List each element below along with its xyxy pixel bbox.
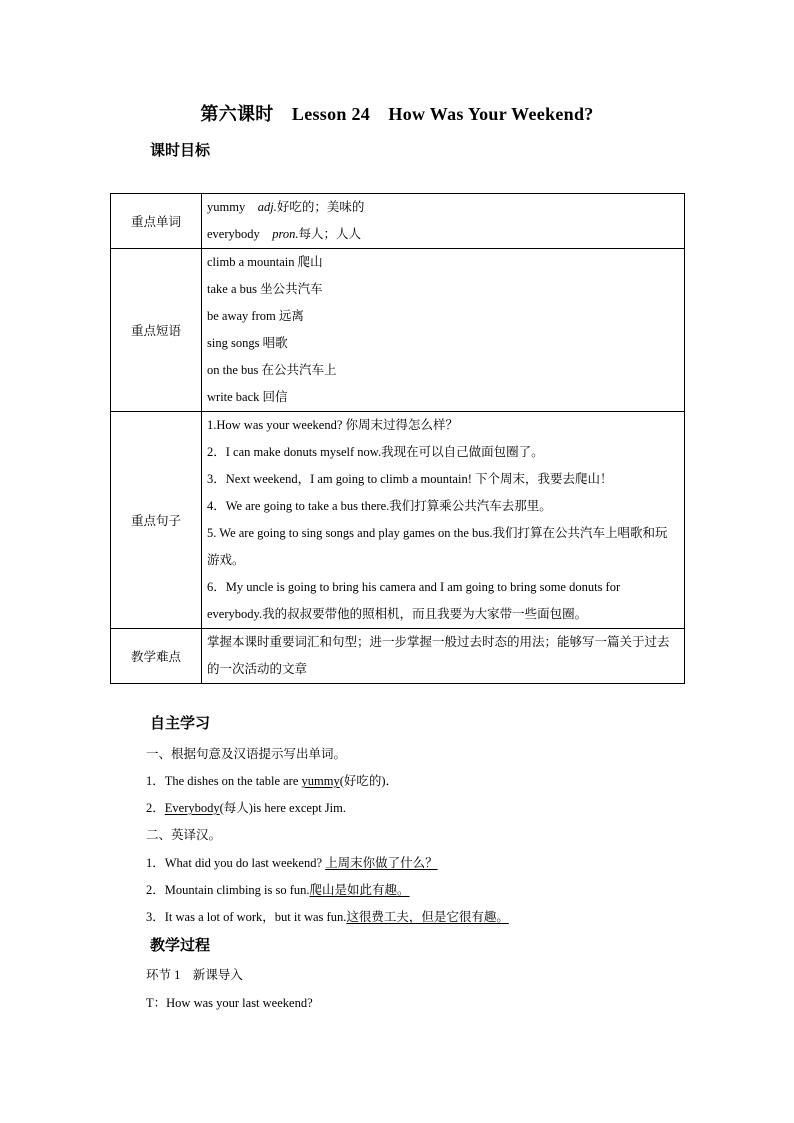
phrase-line: take a bus 坐公共汽车 <box>207 282 323 296</box>
words-cell <box>202 194 685 249</box>
objectives-heading: 课时目标 <box>150 143 211 159</box>
translation-2 <box>146 880 410 898</box>
phrases-cell <box>202 249 685 412</box>
phrases-label: 重点短语 <box>111 249 202 412</box>
step-1-title: 环节 1 新课导入 <box>146 968 243 982</box>
question-text: 2． <box>146 801 165 815</box>
answer-blank: 爬山是如此有趣。 <box>309 883 410 897</box>
word-en: yummy <box>207 200 246 214</box>
part1-title: 一、根据句意及汉语提示写出单词。 <box>146 747 347 761</box>
translation-1 <box>146 853 438 871</box>
sentence-line: 1.How was your weekend? 你周末过得怎么样？ <box>207 418 459 432</box>
table-row-phrases <box>111 249 685 412</box>
table-row-difficulty <box>111 629 685 684</box>
difficulty-cell <box>202 629 685 684</box>
answer-blank: 上周末你做了什么？ <box>325 856 438 870</box>
question-text: (每人)is here except Jim. <box>219 801 346 815</box>
word-en: everybody <box>207 227 260 241</box>
self-study-heading: 自主学习 <box>150 716 211 732</box>
phrase-line: be away from 远离 <box>207 309 304 323</box>
question-1 <box>146 771 398 789</box>
table-row-sentences <box>111 412 685 629</box>
sentence-line: 6．My uncle is going to bring his camera and I am going to bring some donuts for everybody.我的叔叔要带他的照相机，而且我要为大家带一些面包圈。 <box>207 580 621 621</box>
question-2 <box>146 798 346 816</box>
answer-blank: yummy <box>301 774 340 788</box>
words-label: 重点单词 <box>111 194 202 249</box>
objectives-table <box>110 193 685 684</box>
question-text: 1．What did you do last weekend? <box>146 856 326 870</box>
word-pos: adj. <box>257 200 277 214</box>
phrase-line: on the bus 在公共汽车上 <box>207 363 337 377</box>
table-row-words <box>111 194 685 249</box>
question-text: 3．It was a lot of work，but it was fun. <box>146 910 347 924</box>
question-text: 2．Mountain climbing is so fun. <box>146 883 310 897</box>
word-line <box>207 221 684 248</box>
phrase-line: write back 回信 <box>207 390 288 404</box>
word-pos: pron. <box>272 227 299 241</box>
part2-title: 二、英译汉。 <box>146 828 222 842</box>
sentences-cell <box>202 412 685 629</box>
question-text: (好吃的)． <box>339 774 399 788</box>
word-meaning: 每人；人人 <box>298 227 362 241</box>
question-text: 1．The dishes on the table are <box>146 774 302 788</box>
teacher-line: T：How was your last weekend? <box>146 996 313 1010</box>
phrase-line: climb a mountain 爬山 <box>207 255 323 269</box>
difficulty-text: 掌握本课时重要词汇和句型；进一步掌握一般过去时态的用法；能够写一篇关于过去的一次活动的文章 <box>207 635 670 676</box>
sentence-line: 2．I can make donuts myself now.我现在可以自己做面包圈了。 <box>207 445 544 459</box>
answer-blank: Everybody <box>164 801 220 815</box>
answer-blank: 这很费工夫，但是它很有趣。 <box>346 910 509 924</box>
sentence-line: 3．Next weekend，I am going to climb a mountain! 下个周末，我要去爬山！ <box>207 472 613 486</box>
word-meaning: 好吃的；美味的 <box>276 200 365 214</box>
sentence-line: 4．We are going to take a bus there.我们打算乘公共汽车去那里。 <box>207 499 552 513</box>
phrase-line: sing songs 唱歌 <box>207 336 288 350</box>
page-title: 第六课时 Lesson 24 How Was Your Weekend? <box>200 104 594 124</box>
sentence-line: 5. We are going to sing songs and play games on the bus.我们打算在公共汽车上唱歌和玩游戏。 <box>207 526 668 567</box>
process-heading: 教学过程 <box>150 938 211 954</box>
translation-3 <box>146 907 509 925</box>
sentences-label: 重点句子 <box>111 412 202 629</box>
word-line <box>207 194 684 221</box>
difficulty-label: 教学难点 <box>111 629 202 684</box>
